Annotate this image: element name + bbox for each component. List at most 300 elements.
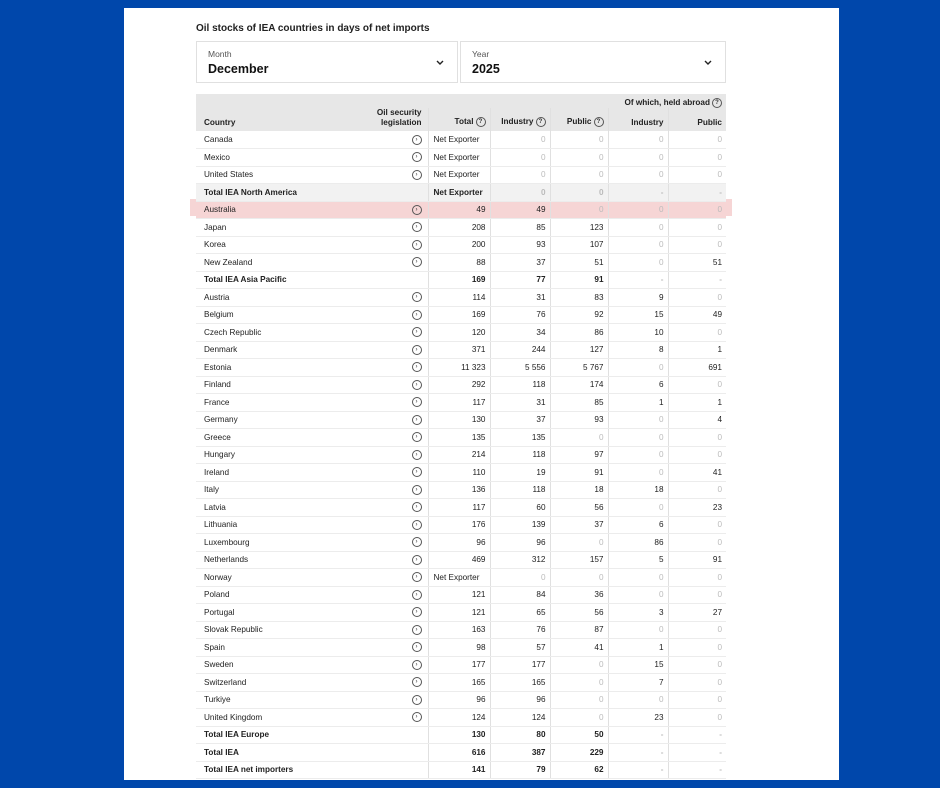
- cell-total: Net Exporter: [428, 184, 490, 202]
- cell-abroad-public: 0: [668, 236, 726, 254]
- cell-legislation: [336, 236, 428, 254]
- chevron-right-icon[interactable]: ›: [412, 625, 422, 635]
- cell-abroad-industry: 0: [608, 254, 668, 272]
- cell-total: 169: [428, 271, 490, 289]
- cell-industry: 76: [490, 306, 550, 324]
- cell-total: Net Exporter: [428, 149, 490, 167]
- chevron-right-icon[interactable]: ›: [412, 590, 422, 600]
- cell-country: Spain: [196, 639, 336, 657]
- cell-abroad-industry: -: [608, 744, 668, 762]
- table-row: [196, 289, 726, 307]
- cell-public: 56: [550, 499, 608, 517]
- chevron-right-icon[interactable]: ›: [412, 152, 422, 162]
- cell-public: 0: [550, 166, 608, 184]
- chevron-right-icon[interactable]: ›: [412, 380, 422, 390]
- table-row: [196, 586, 726, 604]
- cell-industry: 77: [490, 271, 550, 289]
- cell-total: 49: [428, 201, 490, 219]
- month-value: December: [208, 62, 269, 76]
- table-row: [196, 376, 726, 394]
- cell-abroad-public: 0: [668, 621, 726, 639]
- cell-legislation: [336, 149, 428, 167]
- cell-total: Net Exporter: [428, 166, 490, 184]
- cell-abroad-public: 0: [668, 586, 726, 604]
- cell-country: Slovak Republic: [196, 621, 336, 639]
- cell-public: 93: [550, 411, 608, 429]
- cell-abroad-public: 27: [668, 604, 726, 622]
- cell-legislation: [336, 446, 428, 464]
- cell-abroad-public: 23: [668, 499, 726, 517]
- cell-industry: 65: [490, 604, 550, 622]
- cell-total: 96: [428, 534, 490, 552]
- cell-public: 37: [550, 516, 608, 534]
- cell-industry: 60: [490, 499, 550, 517]
- cell-abroad-public: 0: [668, 166, 726, 184]
- header-legislation: Oil security legislation: [336, 108, 428, 131]
- cell-legislation: [336, 534, 428, 552]
- cell-country: Latvia: [196, 499, 336, 517]
- cell-public: 0: [550, 656, 608, 674]
- cell-public: 5 767: [550, 359, 608, 377]
- cell-abroad-public: 0: [668, 219, 726, 237]
- content-card: [124, 8, 839, 780]
- cell-public: 0: [550, 709, 608, 727]
- cell-legislation: [336, 271, 428, 289]
- table-row: [196, 324, 726, 342]
- cell-abroad-industry: 0: [608, 219, 668, 237]
- chevron-right-icon[interactable]: ›: [412, 205, 422, 215]
- cell-abroad-public: 0: [668, 376, 726, 394]
- cell-legislation: [336, 131, 428, 149]
- cell-industry: 79: [490, 761, 550, 779]
- chevron-right-icon[interactable]: ›: [412, 362, 422, 372]
- table-row: [196, 166, 726, 184]
- cell-total: 124: [428, 709, 490, 727]
- cell-industry: 31: [490, 289, 550, 307]
- cell-total: 114: [428, 289, 490, 307]
- cell-legislation: [336, 394, 428, 412]
- cell-public: 50: [550, 726, 608, 744]
- cell-legislation: [336, 516, 428, 534]
- cell-industry: 57: [490, 639, 550, 657]
- cell-country: Poland: [196, 586, 336, 604]
- cell-country: Lithuania: [196, 516, 336, 534]
- cell-country: Total IEA Europe: [196, 726, 336, 744]
- cell-total: 616: [428, 744, 490, 762]
- cell-country: United Kingdom: [196, 709, 336, 727]
- cell-industry: 76: [490, 621, 550, 639]
- cell-country: Germany: [196, 411, 336, 429]
- cell-abroad-industry: 0: [608, 359, 668, 377]
- cell-total: 121: [428, 604, 490, 622]
- cell-total: 165: [428, 674, 490, 692]
- cell-public: 62: [550, 761, 608, 779]
- cell-abroad-industry: 6: [608, 516, 668, 534]
- cell-country: Australia: [196, 201, 336, 219]
- page-title: Oil stocks of IEA countries in days of net imports: [196, 23, 430, 34]
- cell-legislation: [336, 569, 428, 587]
- cell-public: 56: [550, 604, 608, 622]
- cell-legislation: [336, 674, 428, 692]
- table-row: [196, 149, 726, 167]
- cell-country: Finland: [196, 376, 336, 394]
- cell-abroad-public: 0: [668, 534, 726, 552]
- table-row: [196, 219, 726, 237]
- header-abroad-industry: Industry: [608, 108, 668, 131]
- cell-total: 141: [428, 761, 490, 779]
- cell-public: 86: [550, 324, 608, 342]
- cell-country: Denmark: [196, 341, 336, 359]
- cell-total: 117: [428, 499, 490, 517]
- cell-total: 176: [428, 516, 490, 534]
- cell-total: 96: [428, 691, 490, 709]
- chevron-right-icon[interactable]: ›: [412, 555, 422, 565]
- chevron-right-icon[interactable]: ›: [412, 415, 422, 425]
- cell-abroad-public: -: [668, 271, 726, 289]
- cell-legislation: [336, 551, 428, 569]
- year-select[interactable]: [460, 41, 726, 83]
- cell-public: 36: [550, 586, 608, 604]
- cell-public: 0: [550, 131, 608, 149]
- cell-country: Ireland: [196, 464, 336, 482]
- cell-legislation: [336, 324, 428, 342]
- chevron-right-icon[interactable]: ›: [412, 170, 422, 180]
- cell-legislation: [336, 499, 428, 517]
- table-row: [196, 481, 726, 499]
- cell-abroad-industry: 15: [608, 656, 668, 674]
- cell-abroad-public: 1: [668, 341, 726, 359]
- cell-abroad-public: 51: [668, 254, 726, 272]
- table-row: [196, 359, 726, 377]
- cell-country: Mexico: [196, 149, 336, 167]
- table-row: [196, 674, 726, 692]
- table-row: [196, 499, 726, 517]
- table-row: [196, 709, 726, 727]
- cell-legislation: [336, 744, 428, 762]
- cell-abroad-industry: 5: [608, 551, 668, 569]
- cell-legislation: [336, 376, 428, 394]
- cell-legislation: [336, 604, 428, 622]
- cell-total: Net Exporter: [428, 131, 490, 149]
- chevron-right-icon[interactable]: ›: [412, 607, 422, 617]
- cell-country: United States: [196, 166, 336, 184]
- cell-legislation: [336, 709, 428, 727]
- cell-country: Greece: [196, 429, 336, 447]
- chevron-right-icon[interactable]: ›: [412, 485, 422, 495]
- cell-total: 130: [428, 726, 490, 744]
- month-select[interactable]: [196, 41, 458, 83]
- cell-public: 91: [550, 464, 608, 482]
- cell-abroad-industry: -: [608, 726, 668, 744]
- cell-total: 135: [428, 429, 490, 447]
- cell-abroad-industry: 18: [608, 481, 668, 499]
- chevron-right-icon[interactable]: ›: [412, 642, 422, 652]
- cell-legislation: [336, 656, 428, 674]
- cell-industry: 37: [490, 254, 550, 272]
- chevron-right-icon[interactable]: ›: [412, 432, 422, 442]
- cell-abroad-industry: 0: [608, 166, 668, 184]
- cell-total: Net Exporter: [428, 569, 490, 587]
- cell-public: 0: [550, 691, 608, 709]
- help-icon[interactable]: ?: [476, 117, 486, 127]
- chevron-right-icon[interactable]: ›: [412, 257, 422, 267]
- cell-abroad-industry: 0: [608, 446, 668, 464]
- table-row: [196, 429, 726, 447]
- cell-total: 11 323: [428, 359, 490, 377]
- cell-abroad-public: 691: [668, 359, 726, 377]
- cell-public: 18: [550, 481, 608, 499]
- cell-industry: 118: [490, 446, 550, 464]
- cell-total: 88: [428, 254, 490, 272]
- chevron-right-icon[interactable]: ›: [412, 292, 422, 302]
- cell-total: 177: [428, 656, 490, 674]
- cell-total: 214: [428, 446, 490, 464]
- help-icon[interactable]: ?: [536, 117, 546, 127]
- cell-legislation: [336, 691, 428, 709]
- cell-industry: 85: [490, 219, 550, 237]
- chevron-right-icon[interactable]: ›: [412, 310, 422, 320]
- cell-legislation: [336, 761, 428, 779]
- cell-industry: 31: [490, 394, 550, 412]
- cell-legislation: [336, 341, 428, 359]
- cell-abroad-public: 41: [668, 464, 726, 482]
- year-label: Year: [472, 49, 490, 59]
- cell-abroad-industry: 1: [608, 639, 668, 657]
- cell-country: Portugal: [196, 604, 336, 622]
- cell-country: Total IEA North America: [196, 184, 336, 202]
- table-row: [196, 464, 726, 482]
- table-row: [196, 184, 726, 202]
- cell-abroad-public: 0: [668, 639, 726, 657]
- cell-industry: 34: [490, 324, 550, 342]
- cell-industry: 124: [490, 709, 550, 727]
- chevron-right-icon[interactable]: ›: [412, 222, 422, 232]
- cell-country: Estonia: [196, 359, 336, 377]
- cell-country: Total IEA: [196, 744, 336, 762]
- oil-stocks-table: [196, 94, 726, 779]
- help-icon[interactable]: ?: [594, 117, 604, 127]
- cell-industry: 118: [490, 481, 550, 499]
- cell-legislation: [336, 306, 428, 324]
- cell-industry: 118: [490, 376, 550, 394]
- table-row: [196, 569, 726, 587]
- cell-abroad-public: 0: [668, 516, 726, 534]
- month-label: Month: [208, 49, 232, 59]
- cell-abroad-industry: 0: [608, 569, 668, 587]
- cell-abroad-public: 0: [668, 481, 726, 499]
- cell-country: Czech Republic: [196, 324, 336, 342]
- cell-abroad-industry: 1: [608, 394, 668, 412]
- cell-total: 169: [428, 306, 490, 324]
- cell-industry: 0: [490, 149, 550, 167]
- table-row: [196, 131, 726, 149]
- table-row: [196, 446, 726, 464]
- cell-legislation: [336, 359, 428, 377]
- chevron-right-icon[interactable]: ›: [412, 660, 422, 670]
- header-public: Public ?: [550, 108, 608, 131]
- cell-total: 98: [428, 639, 490, 657]
- cell-industry: 139: [490, 516, 550, 534]
- cell-public: 87: [550, 621, 608, 639]
- chevron-down-icon: [435, 59, 445, 67]
- cell-abroad-public: 0: [668, 656, 726, 674]
- table-row: [196, 744, 726, 762]
- cell-legislation: [336, 621, 428, 639]
- cell-abroad-public: 0: [668, 149, 726, 167]
- cell-abroad-public: 0: [668, 131, 726, 149]
- cell-public: 0: [550, 201, 608, 219]
- cell-public: 157: [550, 551, 608, 569]
- cell-abroad-industry: 0: [608, 149, 668, 167]
- cell-abroad-public: 0: [668, 569, 726, 587]
- cell-country: New Zealand: [196, 254, 336, 272]
- cell-country: Italy: [196, 481, 336, 499]
- cell-abroad-industry: -: [608, 271, 668, 289]
- table-row: [196, 394, 726, 412]
- cell-industry: 96: [490, 534, 550, 552]
- header-held-abroad: Of which, held abroad ?: [608, 94, 726, 108]
- cell-abroad-public: 1: [668, 394, 726, 412]
- cell-abroad-industry: 0: [608, 464, 668, 482]
- cell-public: 0: [550, 534, 608, 552]
- cell-legislation: [336, 184, 428, 202]
- table-row: [196, 534, 726, 552]
- cell-public: 97: [550, 446, 608, 464]
- cell-abroad-industry: 0: [608, 131, 668, 149]
- table-row: [196, 551, 726, 569]
- cell-public: 123: [550, 219, 608, 237]
- cell-total: 121: [428, 586, 490, 604]
- cell-abroad-industry: 0: [608, 429, 668, 447]
- chevron-right-icon[interactable]: ›: [412, 520, 422, 530]
- cell-abroad-industry: 0: [608, 236, 668, 254]
- chevron-right-icon[interactable]: ›: [412, 345, 422, 355]
- table-row: [196, 306, 726, 324]
- chevron-right-icon[interactable]: ›: [412, 450, 422, 460]
- cell-legislation: [336, 166, 428, 184]
- table-row: [196, 254, 726, 272]
- cell-country: Luxembourg: [196, 534, 336, 552]
- table-row: [196, 761, 726, 779]
- chevron-right-icon[interactable]: ›: [412, 240, 422, 250]
- cell-public: 91: [550, 271, 608, 289]
- cell-country: Total IEA Asia Pacific: [196, 271, 336, 289]
- cell-abroad-industry: 0: [608, 621, 668, 639]
- cell-total: 371: [428, 341, 490, 359]
- cell-abroad-industry: -: [608, 184, 668, 202]
- cell-public: 0: [550, 674, 608, 692]
- chevron-right-icon[interactable]: ›: [412, 712, 422, 722]
- chevron-right-icon[interactable]: ›: [412, 327, 422, 337]
- table-row: [196, 341, 726, 359]
- cell-public: 0: [550, 569, 608, 587]
- header-abroad-public: Public: [668, 108, 726, 131]
- cell-country: Netherlands: [196, 551, 336, 569]
- cell-total: 163: [428, 621, 490, 639]
- cell-legislation: [336, 464, 428, 482]
- table-row: [196, 621, 726, 639]
- cell-industry: 19: [490, 464, 550, 482]
- cell-industry: 165: [490, 674, 550, 692]
- cell-public: 92: [550, 306, 608, 324]
- cell-abroad-industry: 23: [608, 709, 668, 727]
- cell-legislation: [336, 411, 428, 429]
- cell-public: 51: [550, 254, 608, 272]
- cell-industry: 5 556: [490, 359, 550, 377]
- cell-abroad-industry: 0: [608, 201, 668, 219]
- cell-country: Total IEA net importers: [196, 761, 336, 779]
- cell-industry: 244: [490, 341, 550, 359]
- table-row: [196, 236, 726, 254]
- cell-abroad-industry: -: [608, 761, 668, 779]
- header-country: Country: [196, 108, 336, 131]
- cell-abroad-industry: 8: [608, 341, 668, 359]
- chevron-right-icon[interactable]: ›: [412, 467, 422, 477]
- cell-country: Belgium: [196, 306, 336, 324]
- cell-legislation: [336, 726, 428, 744]
- year-value: 2025: [472, 62, 500, 76]
- header-total: Total ?: [428, 108, 490, 131]
- cell-industry: 84: [490, 586, 550, 604]
- cell-public: 107: [550, 236, 608, 254]
- cell-public: 83: [550, 289, 608, 307]
- cell-abroad-public: 0: [668, 446, 726, 464]
- cell-legislation: [336, 201, 428, 219]
- cell-industry: 0: [490, 184, 550, 202]
- cell-industry: 96: [490, 691, 550, 709]
- cell-public: 0: [550, 184, 608, 202]
- cell-abroad-public: 0: [668, 289, 726, 307]
- cell-abroad-public: 0: [668, 429, 726, 447]
- chevron-right-icon[interactable]: ›: [412, 397, 422, 407]
- cell-industry: 177: [490, 656, 550, 674]
- cell-public: 85: [550, 394, 608, 412]
- chevron-right-icon[interactable]: ›: [412, 537, 422, 547]
- chevron-right-icon[interactable]: ›: [412, 695, 422, 705]
- chevron-right-icon[interactable]: ›: [412, 572, 422, 582]
- cell-country: Austria: [196, 289, 336, 307]
- cell-industry: 387: [490, 744, 550, 762]
- cell-public: 174: [550, 376, 608, 394]
- cell-abroad-industry: 0: [608, 691, 668, 709]
- cell-industry: 312: [490, 551, 550, 569]
- chevron-right-icon[interactable]: ›: [412, 502, 422, 512]
- cell-country: Japan: [196, 219, 336, 237]
- help-icon[interactable]: ?: [712, 98, 722, 108]
- table-row: [196, 411, 726, 429]
- cell-industry: 80: [490, 726, 550, 744]
- cell-industry: 0: [490, 569, 550, 587]
- cell-total: 110: [428, 464, 490, 482]
- cell-abroad-public: 0: [668, 709, 726, 727]
- table-row: [196, 726, 726, 744]
- chevron-right-icon[interactable]: ›: [412, 135, 422, 145]
- cell-public: 41: [550, 639, 608, 657]
- table-row: [196, 639, 726, 657]
- cell-country: Switzerland: [196, 674, 336, 692]
- cell-country: Hungary: [196, 446, 336, 464]
- cell-abroad-public: 49: [668, 306, 726, 324]
- cell-industry: 0: [490, 131, 550, 149]
- cell-abroad-public: -: [668, 184, 726, 202]
- cell-abroad-public: 0: [668, 691, 726, 709]
- cell-abroad-industry: 9: [608, 289, 668, 307]
- header-industry: Industry ?: [490, 108, 550, 131]
- cell-total: 136: [428, 481, 490, 499]
- cell-total: 117: [428, 394, 490, 412]
- cell-abroad-industry: 0: [608, 411, 668, 429]
- chevron-right-icon[interactable]: ›: [412, 677, 422, 687]
